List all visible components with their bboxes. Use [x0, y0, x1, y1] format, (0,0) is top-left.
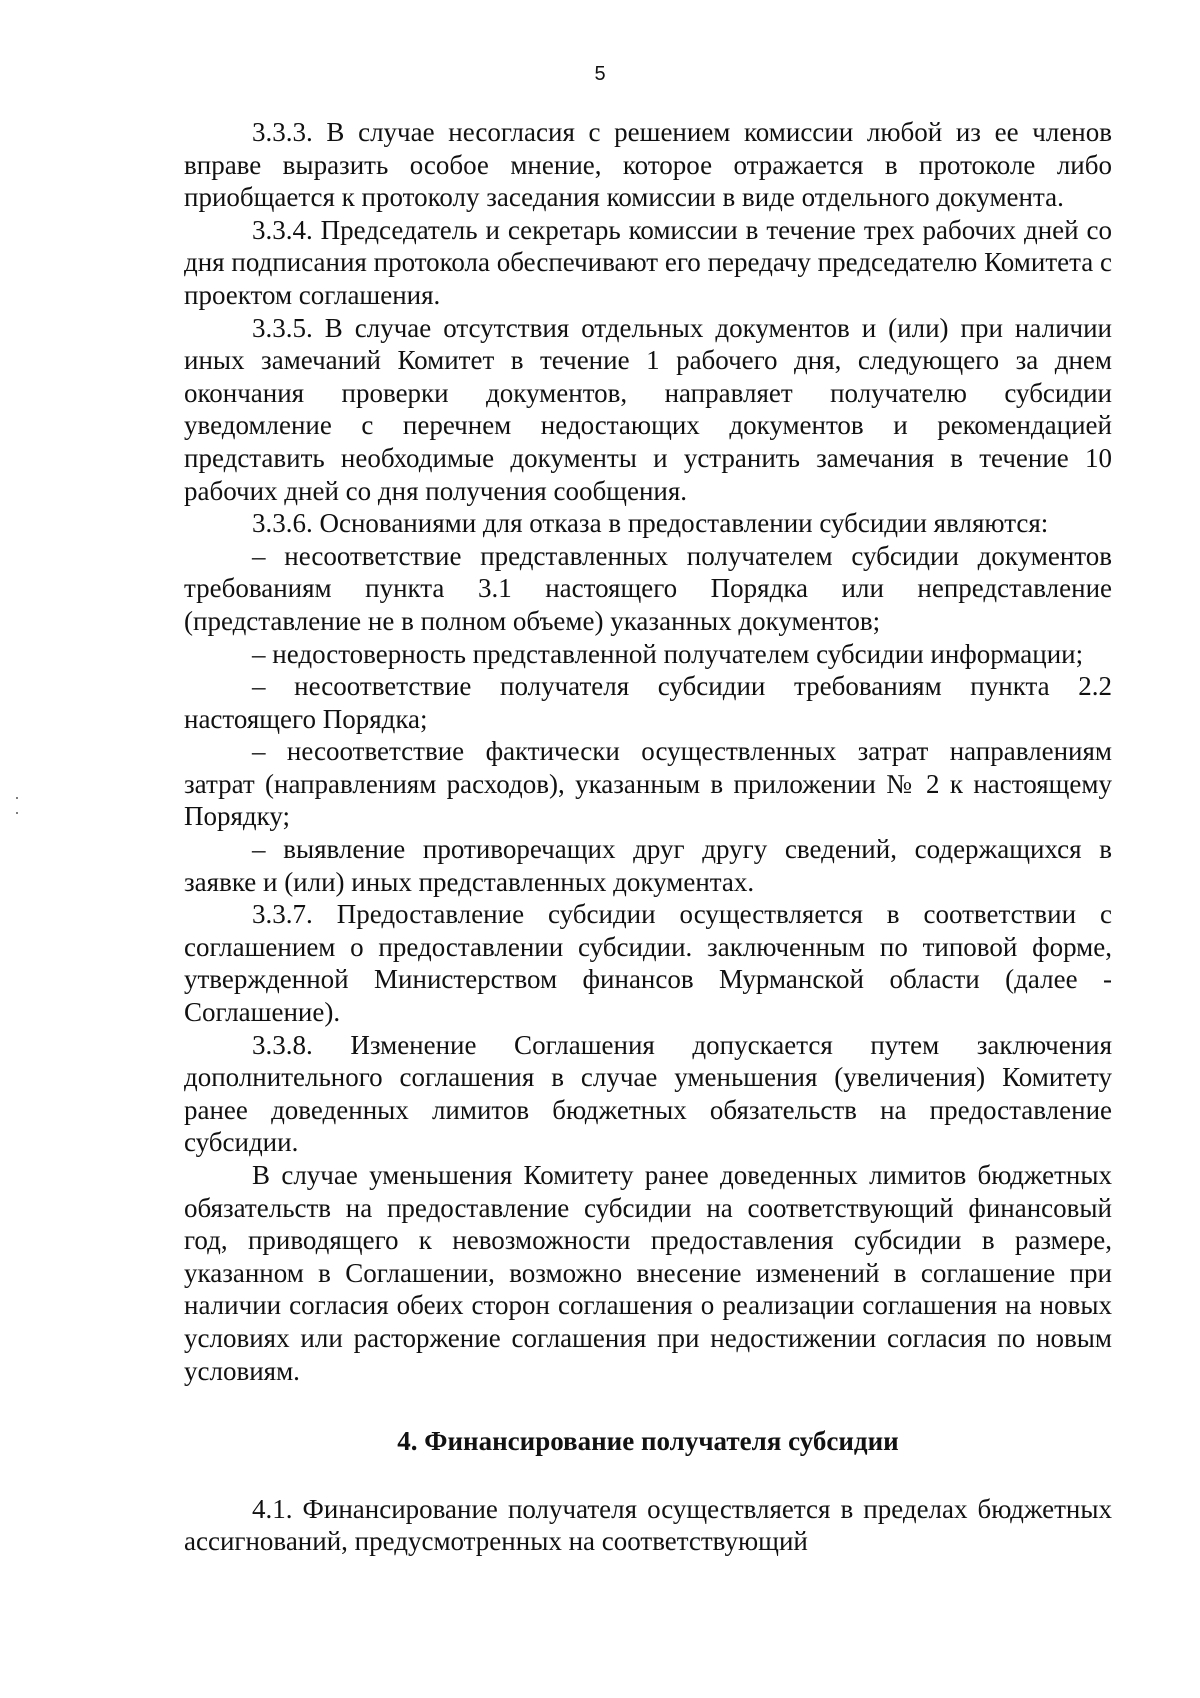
scan-speck [16, 812, 18, 814]
list-item-refusal-5: – выявление противоречащих друг другу сведений, содержащихся в заявке и (или) иных представленных документах. [184, 834, 1112, 897]
paragraph-3-3-5: 3.3.5. В случае отсутствия отдельных документов и (или) при наличии иных замечаний Комитет в течение 1 рабочего дня, следующего за днем окончания проверки документов, направляет получателю субсидии уведомление с перечнем недостающих документов и рекомендацией представить необходимые документы и устранить замечания в течение 10 рабочих дней со дня получения сообщения. [184, 312, 1112, 506]
paragraph-3-3-6: 3.3.6. Основаниями для отказа в предоставлении субсидии являются: [252, 508, 1049, 539]
paragraph-4-1: 4.1. Финансирование получателя осуществляется в пределах бюджетных ассигнований, предусмотренных на соответствующий [184, 1493, 1112, 1557]
paragraph-3-3-3: 3.3.3. В случае несогласия с решением комиссии любой из ее членов вправе выразить особое мнение, которое отражается в протоколе либо приобщается к протоколу заседания комиссии в виде отдельного документа. [184, 117, 1112, 213]
paragraph-3-3-4: 3.3.4. Председатель и секретарь комиссии в течение трех рабочих дней со дня подписания протокола обеспечивают его передачу председателю Комитета с проектом соглашения. [184, 214, 1112, 310]
scan-speck [16, 797, 18, 799]
paragraph-limits-reduction: В случае уменьшения Комитету ранее доведенных лимитов бюджетных обязательств на предоставление субсидии на соответствующий финансовый год, приводящего к невозможности предоставления субсидии в размере, указанном в Соглашении, возможно внесение изменений в соглашение при наличии согласия обеих сторон соглашения о реализации соглашения на новых условиях или расторжение соглашения при недостижении согласия по новым условиям. [184, 1160, 1112, 1386]
paragraph-3-3-8: 3.3.8. Изменение Соглашения допускается путем заключения дополнительного соглашения в случае уменьшения (увеличения) Комитету ранее доведенных лимитов бюджетных обязательств на предоставление субсидии. [184, 1029, 1112, 1158]
list-item-refusal-2: – недостоверность представленной получателем субсидии информации; [252, 638, 1084, 669]
list-item-refusal-4: – несоответствие фактически осуществленных затрат направлениям затрат (направлениям расходов), указанным в приложении № 2 к настоящему Порядку; [184, 736, 1112, 832]
list-item-refusal-1: – несоответствие представленных получателем субсидии документов требованиям пункта 3.1 настоящего Порядка или непредставление (представление не в полном объеме) указанных документов; [184, 540, 1112, 636]
paragraph-3-3-7: 3.3.7. Предоставление субсидии осуществляется в соответствии с соглашением о предоставлении субсидии. заключенным по типовой форме, утвержденной Министерством финансов Мурманской области (далее - Соглашение). [184, 899, 1112, 1028]
section-heading: 4. Финансирование получателя субсидии [397, 1426, 899, 1457]
page-number: 5 [594, 63, 606, 85]
list-item-refusal-3: – несоответствие получателя субсидии требованиям пункта 2.2 настоящего Порядка; [184, 671, 1112, 734]
document-body [184, 116, 1112, 1558]
